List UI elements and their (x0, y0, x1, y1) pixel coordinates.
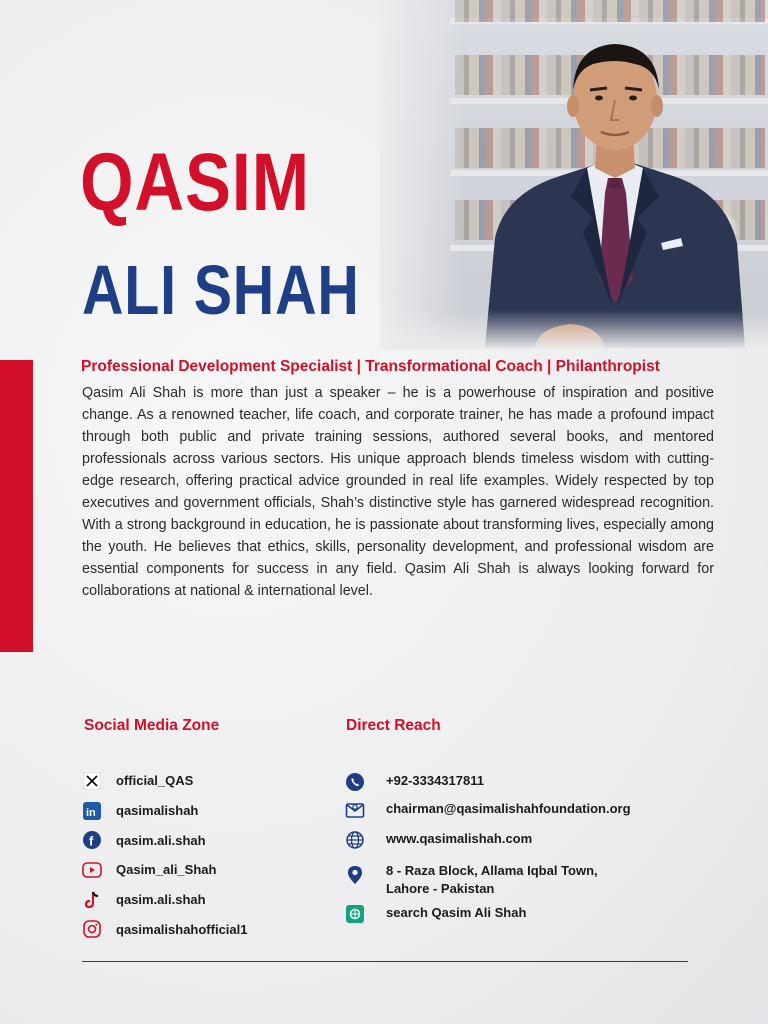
linkedin-icon (82, 801, 102, 821)
youtube-icon (82, 860, 102, 880)
address-line-1: 8 - Raza Block, Allama Iqbal Town, (386, 863, 598, 878)
tiktok-icon (82, 890, 102, 910)
email-address: chairman@qasimalishahfoundation.org (386, 801, 631, 816)
footer-divider (82, 961, 688, 962)
contact-chatgpt-search[interactable] (345, 904, 631, 928)
books-row (455, 0, 765, 22)
social-media-list (82, 766, 248, 944)
social-item-label: qasim.ali.shah (116, 892, 206, 908)
social-item-youtube[interactable] (82, 855, 248, 885)
direct-reach-list (345, 772, 631, 928)
social-item-tiktok[interactable] (82, 885, 248, 915)
search-hint: search Qasim Ali Shah (386, 905, 527, 920)
address (386, 862, 598, 898)
social-item-x[interactable] (82, 766, 248, 796)
location-pin-icon (345, 865, 365, 885)
website-url: www.qasimalishah.com (386, 831, 533, 846)
facebook-icon (82, 830, 102, 850)
phone-icon (345, 772, 365, 792)
person-illustration (475, 28, 745, 348)
x-icon (82, 771, 102, 791)
bio-paragraph: Qasim Ali Shah is more than just a speaker – he is a powerhouse of inspiration and positive change. As a renowned teacher, life coach, and corporate trainer, he has made a profound impact through both public and private training sessions, authored several books, and mentored professionals across various sectors. His unique approach blends timeless wisdom with cutting-edge research, offering practical advice grounded in real life examples. Widely respected by top executives and government officials, Shah’s distinctive style has garnered widespread recognition. With a strong background in education, he is passionate about transforming lives, especially among the youth. He believes that ethics, skills, personality development, and professional wisdom are essential components for success in any field. Qasim Ali Shah is always looking forward for collaborations at national & international level. (82, 385, 714, 599)
social-item-label: official_QAS (116, 773, 194, 789)
svg-text:in: in (86, 806, 96, 819)
social-item-instagram[interactable] (82, 914, 248, 944)
globe-icon (345, 830, 365, 850)
chatgpt-icon (345, 904, 365, 924)
last-name-title: ALI SHAH (82, 251, 360, 329)
social-item-label: qasim.ali.shah (116, 832, 206, 848)
first-name-title: QASIM (80, 137, 310, 228)
social-item-label: qasimalishah (116, 803, 199, 819)
accent-bar (0, 360, 33, 652)
contact-phone[interactable] (345, 772, 631, 800)
direct-reach-heading: Direct Reach (346, 717, 441, 734)
social-item-label: qasimalishahofficial1 (116, 921, 248, 937)
email-icon (345, 800, 365, 820)
social-media-heading: Social Media Zone (84, 717, 220, 734)
social-item-facebook[interactable] (82, 825, 248, 855)
phone-number: +92-3334317811 (386, 773, 484, 788)
social-item-linkedin[interactable] (82, 796, 248, 826)
photo-fade (380, 310, 768, 350)
contact-address[interactable] (345, 862, 631, 904)
social-item-label: Qasim_ali_Shah (116, 862, 217, 878)
address-line-2: Lahore - Pakistan (386, 881, 495, 896)
tagline: Professional Development Specialist | Transformational Coach | Philanthropist (81, 358, 660, 375)
contact-website[interactable] (345, 830, 631, 862)
portrait-photo (380, 0, 768, 350)
contact-email[interactable] (345, 800, 631, 830)
svg-text:f: f (89, 833, 94, 849)
instagram-icon (82, 919, 102, 939)
